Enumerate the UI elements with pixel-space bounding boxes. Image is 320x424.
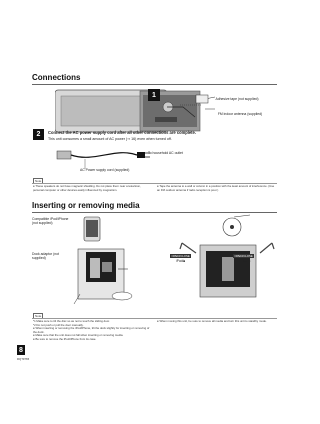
step2-text: This unit consumes a small amount of AC power (⇒ 16) even when turned off. — [48, 137, 172, 141]
step1-illustration — [55, 87, 280, 135]
section-rule — [32, 84, 277, 85]
inserting-notes-right — [157, 320, 275, 324]
step1-badge: 1 — [148, 89, 160, 101]
inserting-notes-left — [33, 320, 151, 341]
note-tag: Note — [35, 179, 42, 183]
compatible-ipod-label: Compatible iPod/iPhone (not supplied) — [32, 217, 69, 226]
open-close-cd-button[interactable]: OPEN/CLOSE — [234, 254, 253, 258]
adhesive-tape-label: Adhesive tape (not supplied) — [215, 97, 259, 101]
note-item: ● Be sure to remove the iPod/iPhone from its case. — [33, 336, 97, 341]
ipod-caption: iPod/■ — [176, 259, 186, 263]
note-item: ● These speakers do not have magnetic shielding. Do not place them near a television, personal computer or other devices easily influenced by magnetism. — [33, 184, 141, 192]
note-item: ● Make sure that the unit does not fall when inserting or removing media. — [33, 333, 124, 337]
note-item: *2 Do not push or pull the door manually. — [33, 322, 84, 327]
outlet-label: To household AC outlet — [148, 151, 183, 155]
connections-title: Connections — [32, 73, 81, 82]
open-close-ipod-button[interactable]: OPEN/CLOSE — [171, 254, 190, 258]
cd-caption: CD ■ — [243, 259, 251, 263]
note-item: ● Tape the antenna to a wall or column in a position with the least amount of interference. (Use an FM outdoor antenna if radio reception is poor.) — [157, 184, 275, 192]
note-item: ● When moving this unit, be sure to remove all media and turn this unit to standby mode. — [157, 319, 267, 323]
cord-label: AC Power supply cord (supplied) — [80, 168, 130, 172]
note-item: ● When inserting or removing the iPod/iPhone, tilt the dock slightly for inserting or removing of the dock. — [33, 326, 150, 334]
connections-notes-right — [157, 185, 275, 192]
note-item: *1 Make sure to tilt the disc so as not to touch the sliding door. — [33, 319, 110, 323]
inserting-title: Inserting or removing media — [32, 201, 140, 210]
page-number: 8 — [17, 345, 25, 355]
doc-code: RQT9765 — [17, 357, 30, 361]
step2-heading: Connect the AC power supply cord after all other connections are complete. — [48, 130, 196, 135]
step2-badge: 2 — [33, 129, 44, 140]
dock-adaptor-label: Dock adaptor (not supplied) — [32, 252, 59, 261]
note-tag: Note — [35, 314, 42, 318]
fm-antenna-label: FM indoor antenna (supplied) — [217, 112, 263, 116]
connections-notes-left — [33, 185, 151, 192]
ipod-insert-illustration — [60, 214, 150, 306]
